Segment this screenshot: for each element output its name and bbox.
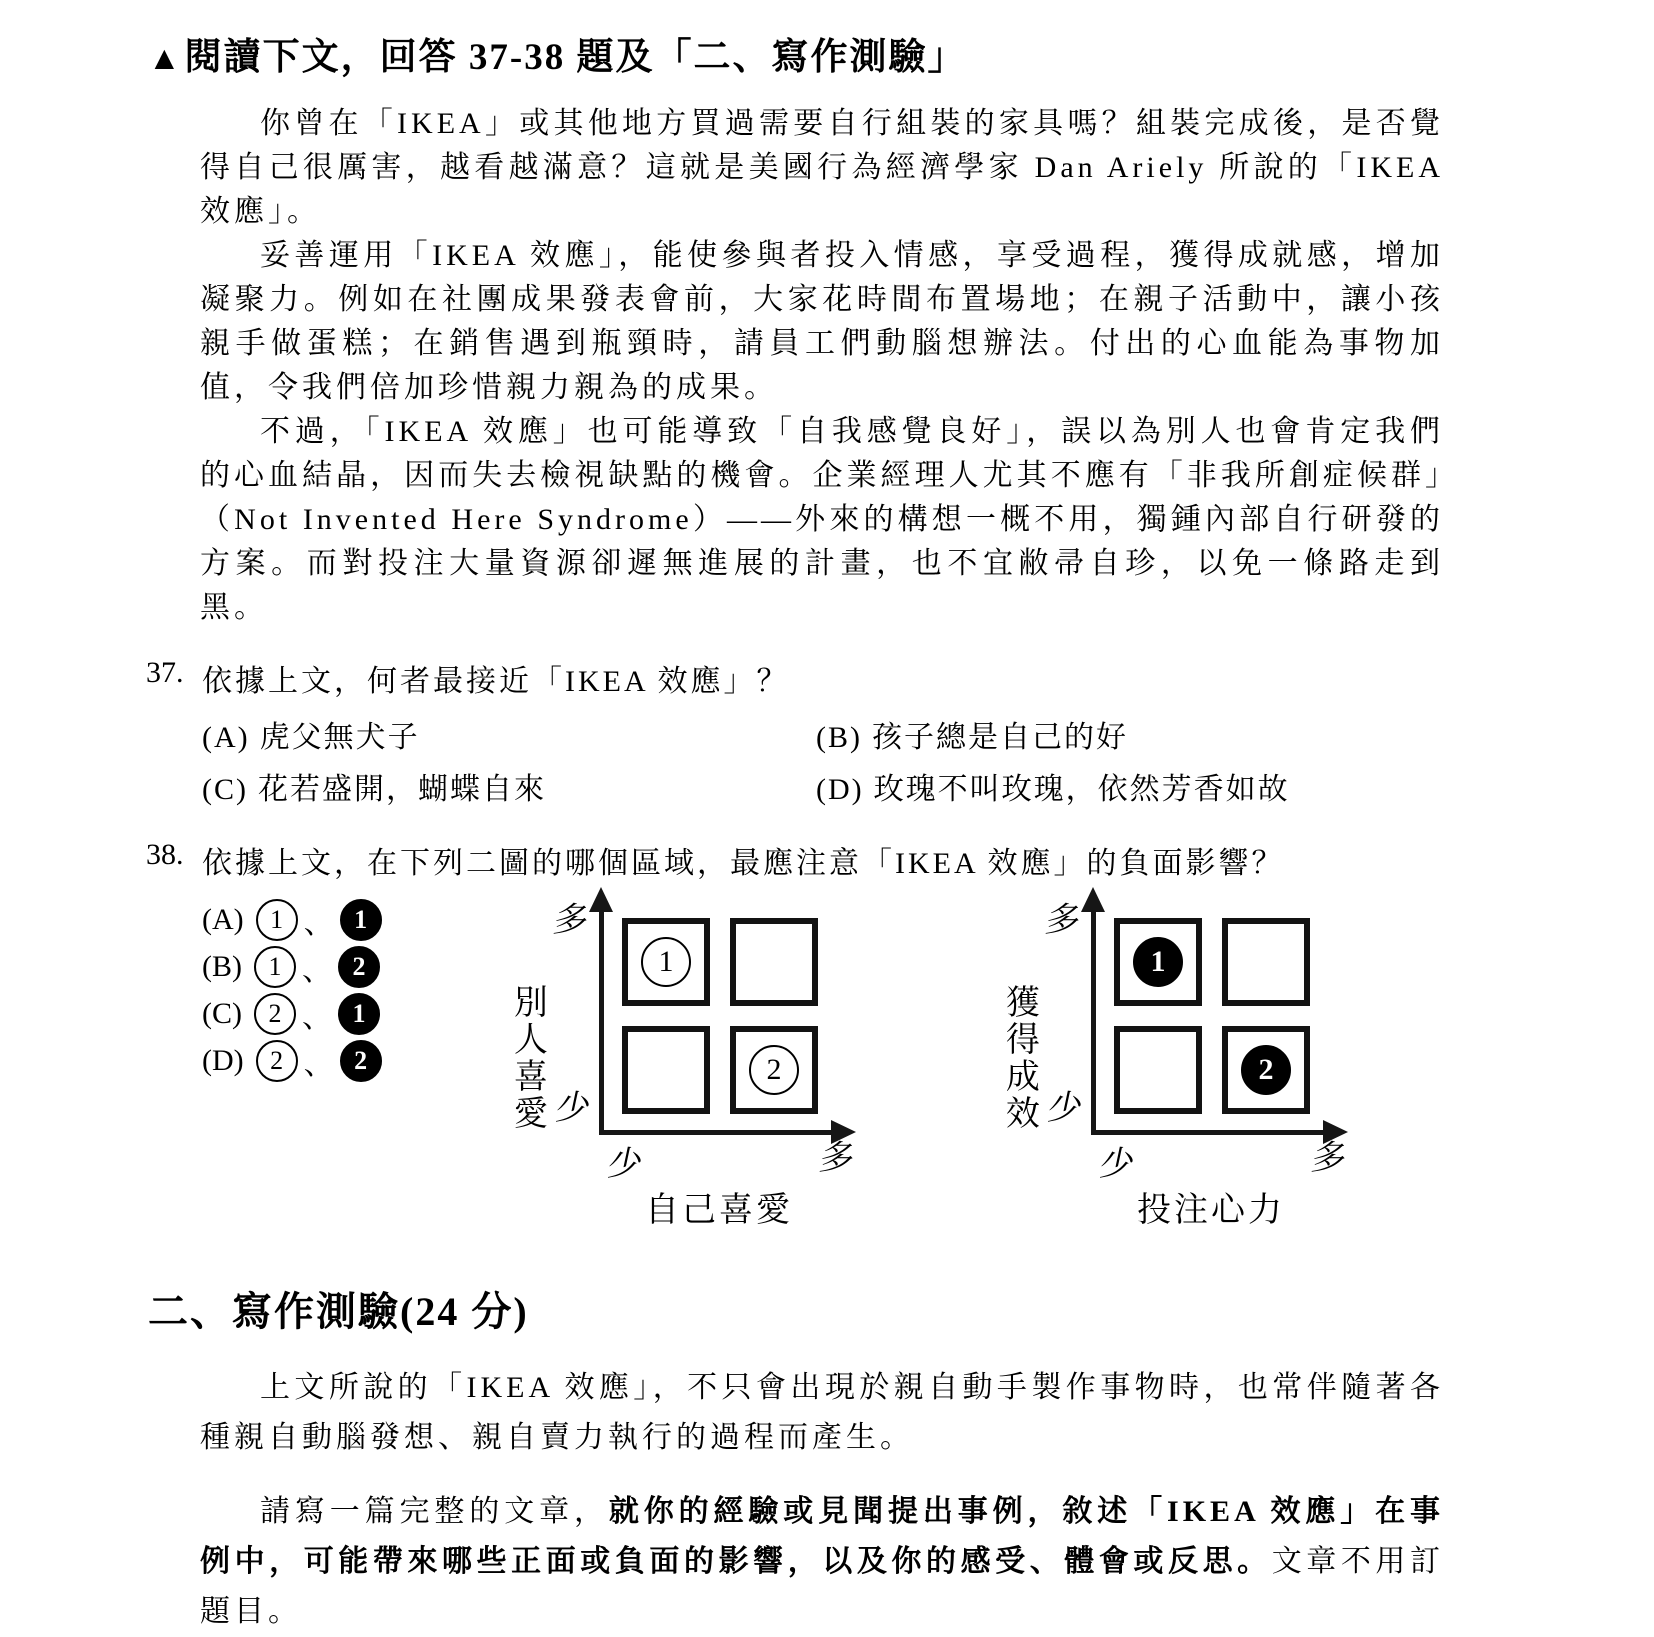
question-38: [146, 838, 1484, 1228]
option-text: 花若盛開，蝴蝶自來: [258, 773, 546, 806]
option-38-b: [202, 943, 502, 990]
question-38-number: 38.: [146, 838, 184, 871]
circled-1-filled-icon: 1: [338, 993, 380, 1035]
circled-2-outline-icon: 2: [256, 1040, 298, 1082]
option-label: (B): [816, 721, 862, 754]
quadrant-bottom-left: [622, 1026, 710, 1114]
question-38-options: [202, 896, 502, 1228]
reading-passage: [146, 102, 1484, 630]
option-separator: 、: [302, 953, 332, 987]
option-label: (D): [816, 773, 864, 806]
reading-section-header: [148, 26, 1484, 80]
triangle-marker-icon: ▲: [148, 41, 183, 77]
x-axis-line: [1091, 1130, 1329, 1135]
question-37: [146, 656, 1484, 808]
option-label: (A): [202, 721, 250, 754]
quadrant-bottom-left: [1114, 1026, 1202, 1114]
quadrant-top-left: [1114, 918, 1202, 1006]
circled-2-filled-icon: 2: [338, 946, 380, 988]
x-axis-title: 自己喜愛: [645, 1192, 793, 1229]
option-38-c: [202, 990, 502, 1037]
y-axis-line: [1091, 908, 1096, 1135]
quadrant-top-left: [622, 918, 710, 1006]
y-axis-high-label: 多: [550, 902, 593, 939]
option-37-b: [816, 712, 1484, 756]
circled-2-outline-icon: 2: [749, 1045, 799, 1095]
y-axis-low-label: 少: [1044, 1090, 1087, 1127]
option-label: (B): [202, 949, 242, 983]
option-separator: 、: [302, 1000, 332, 1034]
circled-1-outline-icon: 1: [256, 899, 298, 941]
circled-2-filled-icon: 2: [340, 1040, 382, 1082]
quadrant-bottom-right: [730, 1026, 818, 1114]
question-37-options: [202, 712, 1484, 808]
passage-paragraph: 妥善運用「IKEA 效應」，能使參與者投入情感，享受過程，獲得成就感，增加凝聚力。例如在社團成果發表會前，大家花時間布置場地；在親子活動中，讓小孩親手做蛋糕；在銷售遇到瓶頸時，請員工們動腦想辦法。付出的心血能為事物加值，令我們倍加珍惜親力親為的成果。: [200, 239, 1444, 404]
x-axis-high-label: 多: [1308, 1140, 1351, 1177]
option-label: (D): [202, 1043, 244, 1077]
writing-paragraph: 上文所說的「IKEA 效應」，不只會出現於親自動手製作事物時，也常伴隨著各種親自動腦發想、親自賣力執行的過程而產生。: [200, 1371, 1444, 1454]
option-label: (C): [202, 996, 242, 1030]
y-axis-high-label: 多: [1042, 902, 1085, 939]
circled-1-outline-icon: 1: [641, 937, 691, 987]
question-38-stem: 依據上文，在下列二圖的哪個區域，最應注意「IKEA 效應」的負面影響？: [202, 847, 1285, 880]
option-separator: 、: [303, 1047, 334, 1081]
x-axis-low-label: 少: [604, 1146, 647, 1183]
y-axis-title: 別人喜愛: [508, 984, 546, 1132]
option-37-c: [202, 764, 816, 808]
y-axis-low-label: 少: [552, 1090, 595, 1127]
option-separator: 、: [303, 906, 334, 940]
circled-2-outline-icon: 2: [254, 993, 296, 1035]
circled-1-outline-icon: 1: [254, 946, 296, 988]
writing-instructions-tail: 文章不用訂題目。: [200, 1545, 1445, 1628]
writing-instructions-lead: 請寫一篇完整的文章，: [260, 1495, 609, 1528]
y-axis-line: [599, 908, 604, 1135]
writing-section-title: 二、寫作測驗(24 分): [148, 1289, 529, 1334]
circled-1-filled-icon: 1: [1133, 937, 1183, 987]
writing-instructions-bold: 就你的經驗或見聞提出事例，敘述「IKEA 效應」在事例中，可能帶來哪些正面或負面的影響，以及你的感受、體會或反思。: [200, 1495, 1445, 1578]
passage-paragraph: 你曾在「IKEA」或其他地方買過需要自行組裝的家具嗎？組裝完成後，是否覺得自己很厲害，越看越滿意？這就是美國行為經濟學家 Dan Ariely 所說的「IKEA 效應」。: [200, 107, 1444, 228]
writing-instructions: [200, 1487, 1444, 1637]
quadrant-top-right: [730, 918, 818, 1006]
option-37-a: [202, 712, 816, 756]
x-axis-title: 投注心力: [1137, 1192, 1285, 1229]
option-label: (C): [202, 773, 248, 806]
option-text: 虎父無犬子: [259, 721, 420, 754]
x-axis-high-label: 多: [816, 1140, 859, 1177]
circled-1-filled-icon: 1: [340, 899, 382, 941]
quadrant-bottom-right: [1222, 1026, 1310, 1114]
writing-test-section: [146, 1280, 1484, 1637]
circled-2-filled-icon: 2: [1241, 1045, 1291, 1095]
option-text: 玫瑰不叫玫瑰，依然芳香如故: [873, 773, 1290, 806]
option-38-a: [202, 896, 502, 943]
x-axis-low-label: 少: [1096, 1146, 1139, 1183]
quadrant-chart-others-vs-self: [502, 896, 922, 1228]
option-38-d: [202, 1037, 502, 1084]
option-37-d: [816, 764, 1484, 808]
y-axis-title: 獲得成效: [1000, 984, 1038, 1132]
option-text: 孩子總是自己的好: [872, 721, 1128, 754]
quadrant-top-right: [1222, 918, 1310, 1006]
reading-header-text: 閱讀下文，回答 37-38 題及「二、寫作測驗」: [184, 37, 967, 78]
passage-paragraph: 不過，「IKEA 效應」也可能導致「自我感覺良好」，誤以為別人也會肯定我們的心血結晶，因而失去檢視缺點的機會。企業經理人尤其不應有「非我所創症候群」（Not Invented Here Syndrome）——外來的構想一概不用，獨鍾內部自行研發的方案。而對投注大量資源卻遲無進展的計畫，也不宜敝帚自珍，以免一條路走到黑。: [200, 415, 1444, 624]
x-axis-line: [599, 1130, 837, 1135]
quadrant-chart-effect-vs-effort: [994, 896, 1414, 1228]
option-label: (A): [202, 902, 244, 936]
question-37-number: 37.: [146, 656, 184, 689]
question-37-stem: 依據上文，何者最接近「IKEA 效應」？: [202, 665, 790, 698]
